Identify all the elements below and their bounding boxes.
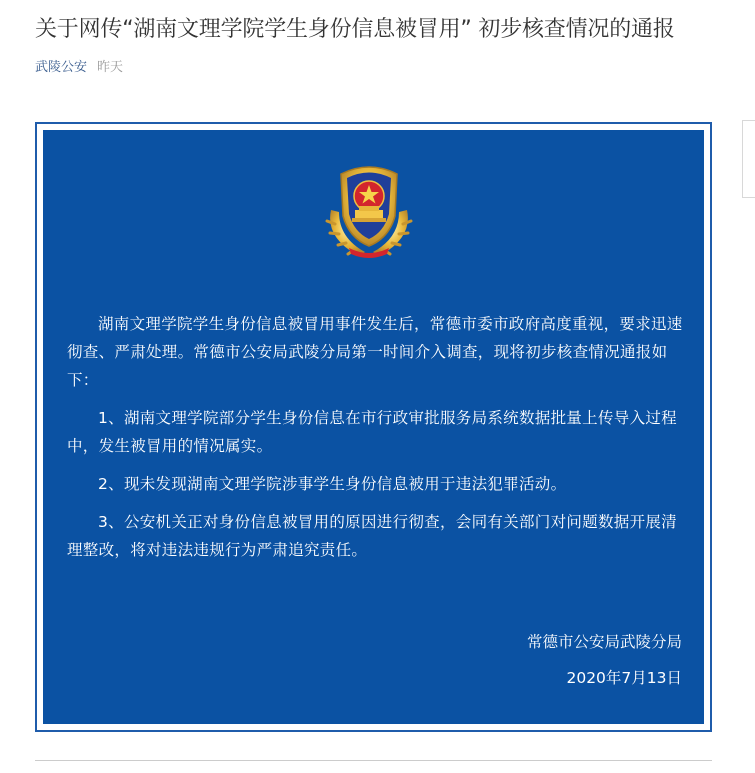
notice-body (67, 310, 691, 574)
notice-item-3: 3、公安机关正对身份信息被冒用的原因进行彻查，会同有关部门对问题数据开展清理整改，将对违法违规行为严肃追究责任。 (67, 513, 677, 559)
notice-intro-paragraph: 湖南文理学院学生身份信息被冒用事件发生后，常德市委市政府高度重视，要求迅速彻查、严肃处理。常德市公安局武陵分局第一时间介入调查，现将初步核查情况通报如下： (67, 315, 683, 389)
signature-organization: 常德市公安局武陵分局 (526, 633, 682, 651)
bottom-divider (35, 760, 712, 761)
notice-signature (527, 628, 682, 700)
publish-time: 昨天 (97, 60, 124, 75)
article-meta (35, 59, 123, 77)
police-emblem-icon (319, 160, 419, 264)
article-title: 关于网传“湖南文理学院学生身份信息被冒用” 初步核查情况的通报 (35, 17, 675, 42)
notice-item-2: 2、现未发现湖南文理学院涉事学生身份信息被用于违法犯罪活动。 (98, 475, 567, 493)
notice-item-1: 1、湖南文理学院部分学生身份信息在市行政审批服务局系统数据批量上传导入过程中，发生被冒用的情况属实。 (67, 409, 677, 455)
signature-date: 2020年7月13日 (566, 669, 682, 687)
notice-image-frame (35, 122, 712, 732)
notice-panel (43, 130, 704, 724)
author-link[interactable]: 武陵公安 (35, 60, 88, 75)
side-panel-edge[interactable] (742, 120, 755, 198)
